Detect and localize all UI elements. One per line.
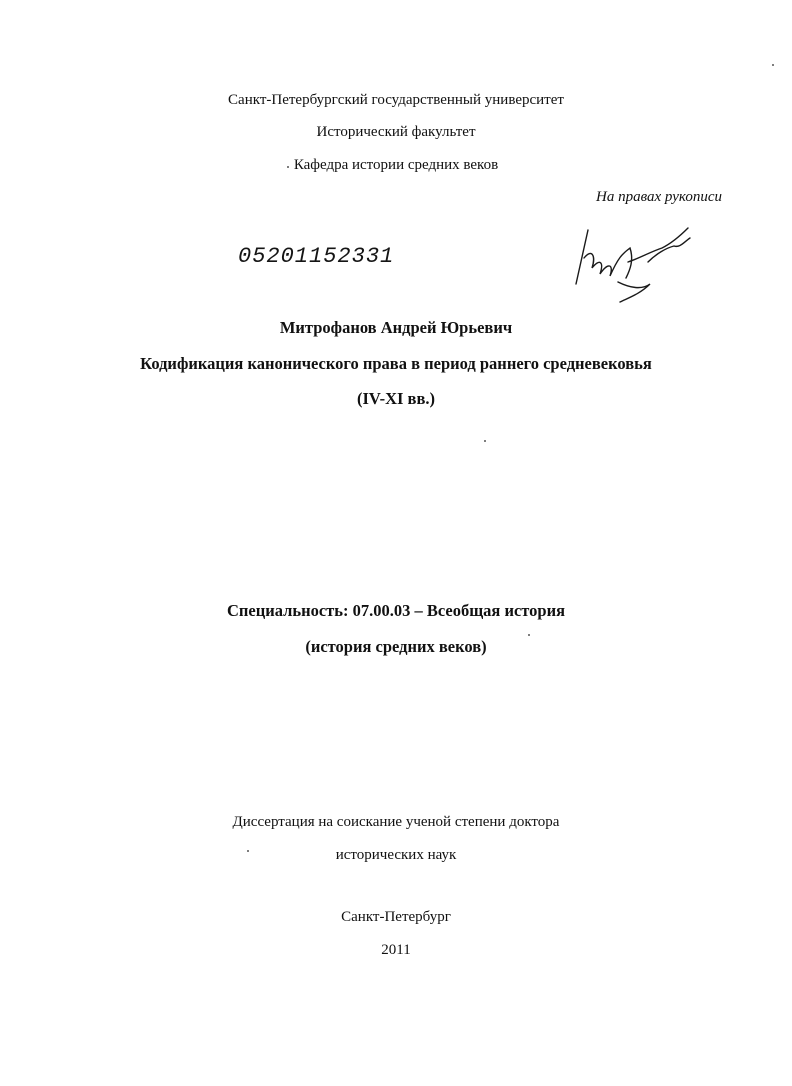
manuscript-note: На правах рукописи [596,189,722,205]
specialty-line: Специальность: 07.00.03 – Всеобщая история [226,601,566,620]
degree-field: исторических наук [335,847,457,863]
dissertation-period: (IV-XI вв.) [356,389,435,408]
inventory-number: 05201152331 [238,244,395,269]
degree-line: Диссертация на соискание ученой степени доктора [232,814,560,830]
department-name: Кафедра истории средних веков [293,157,499,173]
scan-speck [484,440,486,442]
scan-speck [247,850,249,852]
author-signature [570,218,700,308]
year: 2011 [381,942,411,958]
scan-speck [287,166,289,168]
scan-speck [772,64,774,66]
specialty-subfield: (история средних веков) [305,637,487,656]
scan-speck [528,634,530,636]
city: Санкт-Петербург [341,909,451,925]
dissertation-title: Кодификация канонического права в период раннего средневековья [140,354,652,373]
university-name: Санкт-Петербургский государственный университет [228,92,564,108]
faculty-name: Исторический факультет [316,124,476,140]
author-name: Митрофанов Андрей Юрьевич [279,318,513,337]
